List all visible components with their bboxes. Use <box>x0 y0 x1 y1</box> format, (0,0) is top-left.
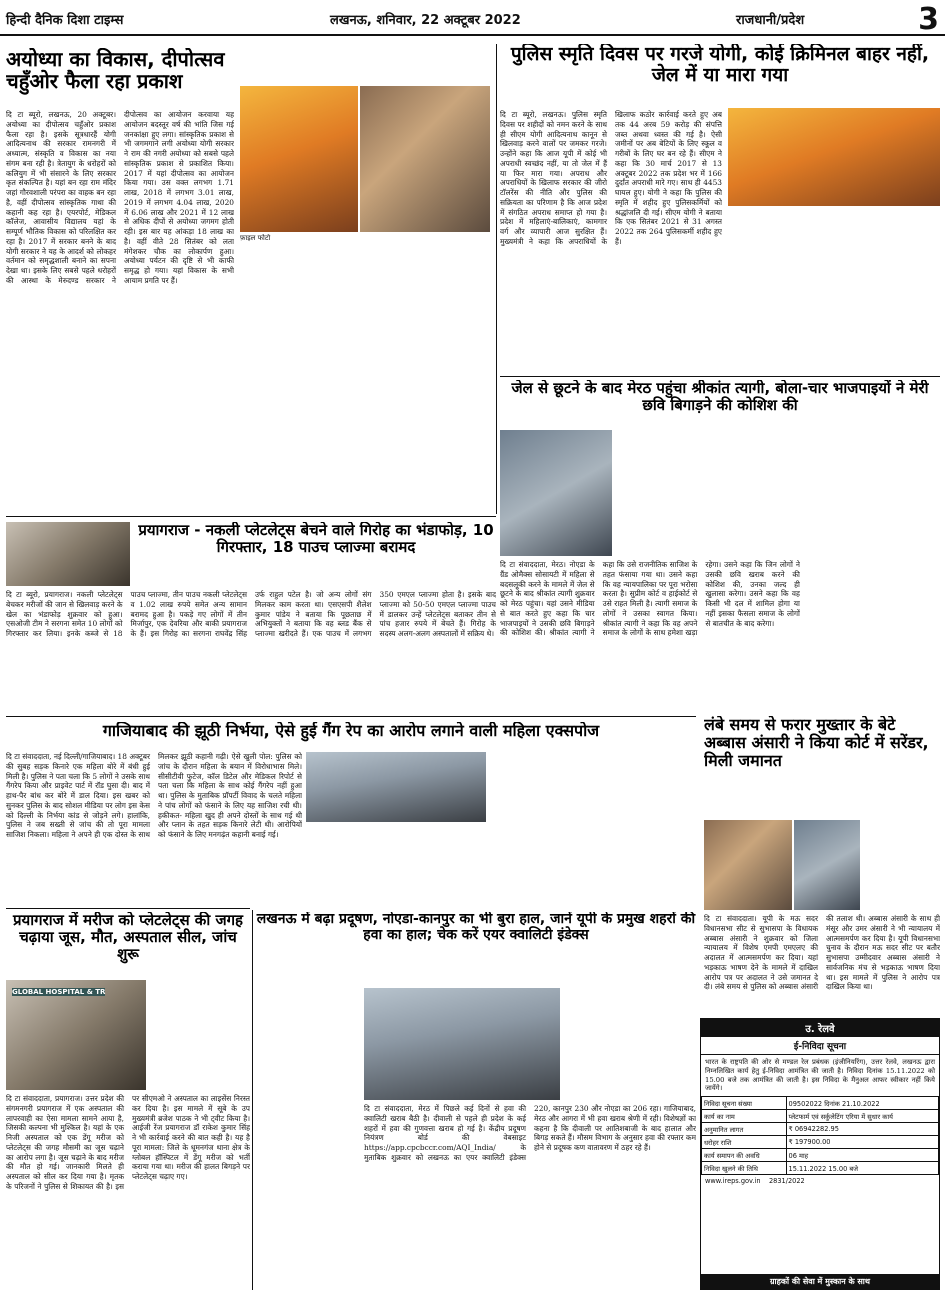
tender-cell: निविदा सूचना संख्या <box>702 1097 787 1110</box>
paper-name: हिन्दी दैनिक दिशा टाइम्स <box>6 13 124 28</box>
story2-photo <box>728 108 940 206</box>
story7-headline: प्रयागराज में मरीज को प्लेटलेट्स की जगह चढ़ाया जूस, मौत, अस्पताल सील, जांच शुरू <box>13 912 243 963</box>
story3-photo <box>500 430 612 556</box>
column-divider <box>496 44 497 514</box>
story2-headline: पुलिस स्मृति दिवस पर गरजे योगी, कोई क्रिमिनल बाहर नहीं, जेल में या मारा गया <box>510 44 930 87</box>
story3-body: दि टा संवाददाता, मेरठ। नोएडा के ग्रैंड ओमैक्स सोसायटी में महिला से बदसलूकी करने के मामले में जेल से छूटने के बाद श्रीकांत त्यागी शुक्रवार को मेरठ पहुंचा। यहां उसने मीडिया से बात करते हुए कहा कि चार भाजपाइयों ने उसकी छवि बिगाड़ने की कोशिश की। श्रीकांत त्यागी ने कहा कि उसे राजनीतिक साजिश के तहत फंसाया गया था। उसने कहा कि वह न्यायपालिका पर पूरा भरोसा करता है। सुप्रीम कोर्ट व हाईकोर्ट से उसे राहत मिली है। त्यागी समाज के लोगों ने उसका स्वागत किया। श्रीकांत त्यागी ने कहा कि वह अपने समाज के लोगों के साथ हमेशा खड़ा रहेगा। उसने कहा कि जिन लोगों ने उसकी छवि खराब करने की कोशिश की, उनका जल्द ही खुलासा करेगा। उसने कहा कि वह किसी भी दल में शामिल होगा या नहीं इसका फैसला समाज के लोगों से बातचीत के बाद करेगा। <box>500 560 800 638</box>
story4-body: दि टा ब्यूरो, प्रयागराज। नकली प्लेटलेट्स बेचकर मरीजों की जान से खिलवाड़ करने के खेल का भंडाफोड़ शुक्रवार को हुआ। एसओजी टीम ने सरगना समेत 10 लोगों को गिरफ्तार कर लिया। इनके कब्जे से 18 पाउच प्लाज्मा, तीन पाउच नकली प्लेटलेट्स व 1.02 लाख रुपये समेत अन्य सामान बरामद हुआ है। पकड़े गए लोगों में तीन मिर्जापुर, एक देवरिया और बाकी प्रयागराज के हैं। इस गिरोह का सरगना राघवेंद्र सिंह उर्फ राहुल पटेल है। जो अन्य लोगों संग मिलकर काम करता था। एसएसपी शैलेश कुमार पांडेय ने बताया कि पूछताछ में अभियुक्तों ने बताया कि वह ब्लड बैंक से प्लाज्मा खरीदते हैं। एक पाउच में लगभग 350 एमएल प्लाज्मा होता है। इसके बाद प्लाज्मा को 50-50 एमएल प्लाज्मा पाउच में डालकर उन्हें प्लेटलेट्स बताकर तीन से पांच हजार रुपये में बेचते हैं। गिरोह के सदस्य अलग-अलग अस्पतालों में सक्रिय थे। <box>6 590 496 639</box>
story8-headline: लखनऊ में बढ़ा प्रदूषण, नोएडा-कानपुर का भी बुरा हाल, जानें यूपी के प्रमुख शहरों की हवा का हाल; चेक करें एयर क्वालिटी इंडेक्स <box>256 912 696 943</box>
story1-headline: अयोध्या का विकास, दीपोत्सव चहुँओर फैला रहा प्रकाश <box>6 48 225 94</box>
story1-photo-yogi <box>360 86 490 232</box>
dateline: लखनऊ, शनिवार, 22 अक्टूबर 2022 <box>330 13 521 28</box>
tender-cell: अनुमानित लागत <box>702 1123 787 1136</box>
story5-body-cont <box>306 826 486 904</box>
story6-headline: लंबे समय से फरार मुख्तार के बेटे अब्बास अंसारी ने किया कोर्ट में सरेंडर, मिली जमानत <box>704 716 929 770</box>
tender-cell: ₹ 197900.00 <box>786 1136 938 1149</box>
table-row <box>702 1136 939 1149</box>
story4-headline: प्रयागराज - नकली प्लेटलेट्स बेचने वाले गिरोह का भंडाफोड़, 10 गिरफ्तार, 18 पाउच प्लाज्मा बरामद <box>138 522 494 556</box>
story8-photo <box>364 988 560 1100</box>
story6-photo-right <box>794 820 860 910</box>
tender-cell: 06 माह <box>786 1149 938 1162</box>
section-name: राजधानी/प्रदेश <box>736 13 805 28</box>
tender-footer-line <box>701 1175 939 1187</box>
story8-body-side <box>564 988 696 1100</box>
tender-org: उ. रेलवे <box>701 1019 939 1037</box>
story7-top-rule <box>6 908 250 909</box>
masthead <box>0 0 945 36</box>
story4-photo <box>6 522 130 586</box>
tender-cell: कार्य का नाम <box>702 1110 787 1123</box>
tender-notice: भारत के राष्ट्रपति की ओर से मण्डल रेल प्रबंधक (इंजीनियरिंग), उत्तर रेलवे, लखनऊ द्वारा निम्नलिखित कार्य हेतु ई-निविदा आमंत्रित की जाती है। निविदा दिनांक 15.11.2022 को 15.00 बजे तक आमंत्रित की जाती है। इस निविदा के मैनुअल आफर स्वीकार नहीं किये जायेंगे। <box>705 1058 935 1093</box>
story3-headline: जेल से छूटने के बाद मेरठ पहुंचा श्रीकांत त्यागी, बोला-चार भाजपाइयों ने मेरी छवि बिगाड़ने की कोशिश की <box>511 380 929 414</box>
story2-body: दि टा ब्यूरो, लखनऊ। पुलिस स्मृति दिवस पर शहीदों को नमन करने के साथ ही सीएम योगी आदित्यनाथ कानून से खिलवाड़ करने वालों पर जमकर गरजे। उन्होंने कहा कि आज यूपी में कोई भी अपराधी स्वच्छंद नहीं, या तो जेल में हैं या फिर मारा गया। अपराध और अपराधियों के खिलाफ सरकार की जीरो टॉलरेंस की नीति और पुलिस की सक्रियता का परिणाम है कि आज प्रदेश में संगठित अपराध समाप्त हो गया है। प्रदेश में महिलाएं-बालिकाएं, कामगार वर्ग और व्यापारी आज सुरक्षित हैं। मुख्यमंत्री ने कहा कि अपराधियों के खिलाफ कठोर कार्रवाई करते हुए अब तक 44 अरब 59 करोड़ की संपत्ति जब्त अथवा ध्वस्त की गई है। ऐसी जमीनों पर अब बेटियों के लिए स्कूल व गरीबों के लिए घर बन रहे हैं। सीएम ने कहा कि 30 मार्च 2017 से 13 अक्टूबर 2022 तक प्रदेश भर में 166 दुर्दांत अपराधी मारे गए। साथ ही 4453 घायल हुए। योगी ने कहा कि पुलिस की स्मृति में शहीद हुए पुलिसकर्मियों को श्रद्धांजलि दी गई। सीएम योगी ने बताया कि एक सितंबर 2021 से 31 अगस्त 2022 तक 264 पुलिसकर्मी शहीद हुए हैं। <box>500 110 722 246</box>
tender-ad-code: 2831/2022 <box>768 1177 805 1186</box>
tender-slogan: ग्राहकों की सेवा में मुस्कान के साथ <box>701 1274 939 1289</box>
story6-body-side <box>866 820 940 910</box>
page-number: 3 <box>918 2 939 36</box>
tender-cell: धरोहर राशि <box>702 1136 787 1149</box>
story1-body: दि टा ब्यूरो, लखनऊ, 20 अक्टूबर। अयोध्या का दीपोत्सव चहुँओर प्रकाश फैला रहा है। इसके सूत्रधारहैं योगी आदित्यनाथ की सरकार रामनगरी में अध्यात्म, संस्कृति व विकास का नया संगम बना रही है। त्रेतायुग के धरोहरों को कलियुग में भी संसारने के लिए सरकार कृत संकल्पित है। यहां बन रहा राम मंदिर जहां गौरवशाली परंपरा का वाहक बन रहा है, वहीं दीपोत्सव सांस्कृतिक गाथा की कहानी कह रहा है। एयरपोर्ट, मेडिकल कॉलेज, आवासीय विद्यालय यहां के सम्पूर्ण भौतिक विकास को परिलक्षित कर रहा है। 2017 में सरकार बनने के बाद योगी सरकार ने यह के आदर्श को लोकहर वर्तमान को समृद्धशाली बनाने का सपना देखा था। इसके लिए सबसे पहले धरोहरों की आस्था के मेरुदण्ड सरकार ने दीपोत्सव का आयोजन करवाया यह आयोजन बदस्तूर वर्ष की भांति जिस गई जनकांक्षा हुए लगा। सांस्कृतिक प्रकाश से भी जगमगाने लगी अयोध्या योगी सरकार ने राम की नगरी अयोध्या को सबसे पहले सांस्कृतिक प्रकाश से प्रकाशित किया। 2017 में यहां दीपोत्सव का आयोजन किया गया। उस वक्त लगभग 1.71 लाख, 2018 में लगभग 3.01 लाख, 2019 में लगभग 4.04 लाख, 2020 में 6.06 लाख और 2021 में 12 लाख से अधिक दीपों से अयोध्या जगमग होती रही। इस बार यह आंकड़ा 18 लाख का है। वहीं वीते 28 सितंबर को लता मंगेशकर चौक का लोकार्पण हुआ। अयोध्या पर्यटन की दृष्टि से भी काफी समृद्ध हो गया। यहां विकास के सभी आयाम प्रगति पर हैं। <box>6 110 234 286</box>
story5-headline: गाजियाबाद की झूठी निर्भया, ऐसे हुई गैंग रेप का आरोप लगाने वाली महिला एक्सपोज <box>102 722 600 740</box>
tender-cell: 15.11.2022 15.00 बजे <box>786 1162 938 1175</box>
tender-ad <box>700 1018 940 1290</box>
tender-table <box>701 1096 939 1175</box>
story8-body-left <box>256 988 360 1288</box>
story6-body: दि टा संवाददाता। यूपी के मऊ सदर विधानसभा सीट से सुभासपा के विधायक अब्बास अंसारी ने शुक्रवार को जिला न्यायालय में विशेष एमपी एमएलए की अदालत में आत्मसमर्पण कर दिया। यहां भड़काऊ भाषण देने के मामले में दाखिल आरोप पत्र पर अदालत ने उसे जमानत दे दी। लंबे समय से पुलिस को अब्बास अंसारी की तलाश थी। अब्बास अंसारी के साथ ही मंसूर और उमर अंसारी ने भी न्यायालय में आत्मसमर्पण कर दिया है। यूपी विधानसभा चुनाव के दौरान मऊ सदर सीट पर बतौर सुभासपा उम्मीदवार अब्बास अंसारी ने सार्वजनिक मंच से भड़काऊ भाषण दिया था। इस मामले में पुलिस ने आरोप पत्र दाखिल किया था। <box>704 914 940 992</box>
story2-body-cont <box>728 208 940 372</box>
story8-body: दि टा संवाददाता, मेरठ में पिछले कई दिनों से हवा की क्वालिटी खराब बैठी है। दीवाली से पहले ही प्रदेश के कई शहरों में हवा की गुणवत्ता खराब हो गई है। केंद्रीय प्रदूषण नियंत्रण बोर्ड की वेबसाइट https://app.cpcbccr.com/AQI_India/ के मुताबिक शुक्रवार को लखनऊ का एयर क्वालिटी इंडेक्स 220, कानपुर 230 और नोएडा का 206 रहा। गाजियाबाद, मेरठ और आगरा में भी हवा खराब श्रेणी में रही। विशेषज्ञों का कहना है कि दीवाली पर आतिशबाजी के बाद हालात और बिगड़ सकते हैं। मौसम विभाग के अनुसार हवा की रफ्तार कम होने से प्रदूषक कण वातावरण में ठहर रहे हैं। <box>364 1104 696 1162</box>
tender-cell: ₹ 06942282.95 <box>786 1123 938 1136</box>
tender-cell: प्लेटफार्म एवं सर्कुलेटिंग एरिया में सुधार कार्य <box>786 1110 938 1123</box>
story5-photo <box>306 752 486 822</box>
story5-body: दि टा संवाददाता, नई दिल्ली/गाजियाबाद। 18 अक्टूबर की सुबह सड़क किनारे एक महिला बोरे में बंधी हुई मिली है। पुलिस ने पता चला कि 5 लोगों ने उसके साथ गैंगरेप किया और प्राइवेट पार्ट में रॉड घुसा दी। बाद में हाथ-पैर बांध कर बोरे में डाल दिया। इस खबर को सुनकर पुलिस के बाद सोशल मीडिया पर लोग इस केस को दिल्ली के निर्भया कांड से जोड़ने लगे। हालांकि, पुलिस ने जब सख्ती से जांच की तो पूरा मामला साजिश निकला। महिला ने अपने ही एक दोस्त के साथ मिलकर झूठी कहानी गढ़ी। ऐसे खुली पोल: पुलिस को जांच के दौरान महिला के बयान में विरोधाभास मिले। सीसीटीवी फुटेज, कॉल डिटेल और मेडिकल रिपोर्ट से पता चला कि महिला के साथ कोई गैंगरेप नहीं हुआ था। पुलिस के मुताबिक प्रॉपर्टी विवाद के चलते महिला ने पांच लोगों को फंसाने के लिए यह साजिश रची थी। हकीकत- महिला खुद ही अपने दोस्तों के साथ गई थी और प्लान के तहत सड़क किनारे लेटी थी। आरोपियों को फंसाने के लिए मनगढ़ंत कहानी बनाई गई। <box>6 752 302 840</box>
tender-website[interactable]: www.ireps.gov.in <box>705 1177 761 1186</box>
table-row <box>702 1149 939 1162</box>
tender-cell: निविदा खुलने की तिथि <box>702 1162 787 1175</box>
tender-cell: कार्य समापन की अवधि <box>702 1149 787 1162</box>
column-divider-2 <box>252 910 253 1290</box>
story7-photo <box>6 980 146 1090</box>
tender-title: ई-निविदा सूचना <box>701 1037 939 1055</box>
story4-top-rule <box>6 516 496 517</box>
table-row <box>702 1162 939 1175</box>
story7-body-side <box>150 980 250 1090</box>
table-row <box>702 1110 939 1123</box>
story3-top-rule <box>500 376 940 377</box>
tender-cell: 09502022 दिनांक 21.10.2022 <box>786 1097 938 1110</box>
table-row <box>702 1123 939 1136</box>
story1-photo-caption: फ़ाइल फोटो <box>240 234 271 242</box>
story7-hospital-sign: GLOBAL HOSPITAL & TR <box>12 988 106 996</box>
story3-body-cont <box>616 430 940 556</box>
story1-body-cont <box>240 246 490 510</box>
table-row <box>702 1097 939 1110</box>
story5-body-side <box>490 752 696 904</box>
story7-body: दि टा संवाददाता, प्रयागराज। उत्तर प्रदेश की संगमनगरी प्रयागराज में एक अस्पताल की लापरवाही का ऐसा मामला सामने आया है, जिसकी कल्पना भी मुश्किल है। यहां के एक निजी अस्पताल को एक डेंगू मरीज को प्लेटलेट्स की जगह मौसमी का जूस चढ़ाने का आरोप लगा है। जूस चढ़ाने के बाद मरीज की मौत हो गई। जानकारी मिलते ही अस्पताल को सील कर दिया गया है। मृतक के परिजनों ने पुलिस से शिकायत की है। इस पर सीएमओ ने अस्पताल का लाइसेंस निरस्त कर दिया है। इस मामले में सूबे के उप मुख्यमंत्री ब्रजेश पाठक ने भी ट्वीट किया है। आईजी रेंज प्रयागराज डॉ राकेश कुमार सिंह ने भी कार्रवाई करने की बात कही है। यह है पूरा मामला: जिले के धूमनगंज थाना क्षेत्र के ग्लोबल हॉस्पिटल में डेंगू मरीज को भर्ती कराया गया था। मरीज की हालत बिगड़ने पर प्लेटलेट्स चढ़ाए गए। <box>6 1094 250 1191</box>
story3-body-side <box>806 560 940 710</box>
story6-photo-left <box>704 820 792 910</box>
story1-photo <box>240 86 358 232</box>
story5-top-rule <box>6 716 696 717</box>
